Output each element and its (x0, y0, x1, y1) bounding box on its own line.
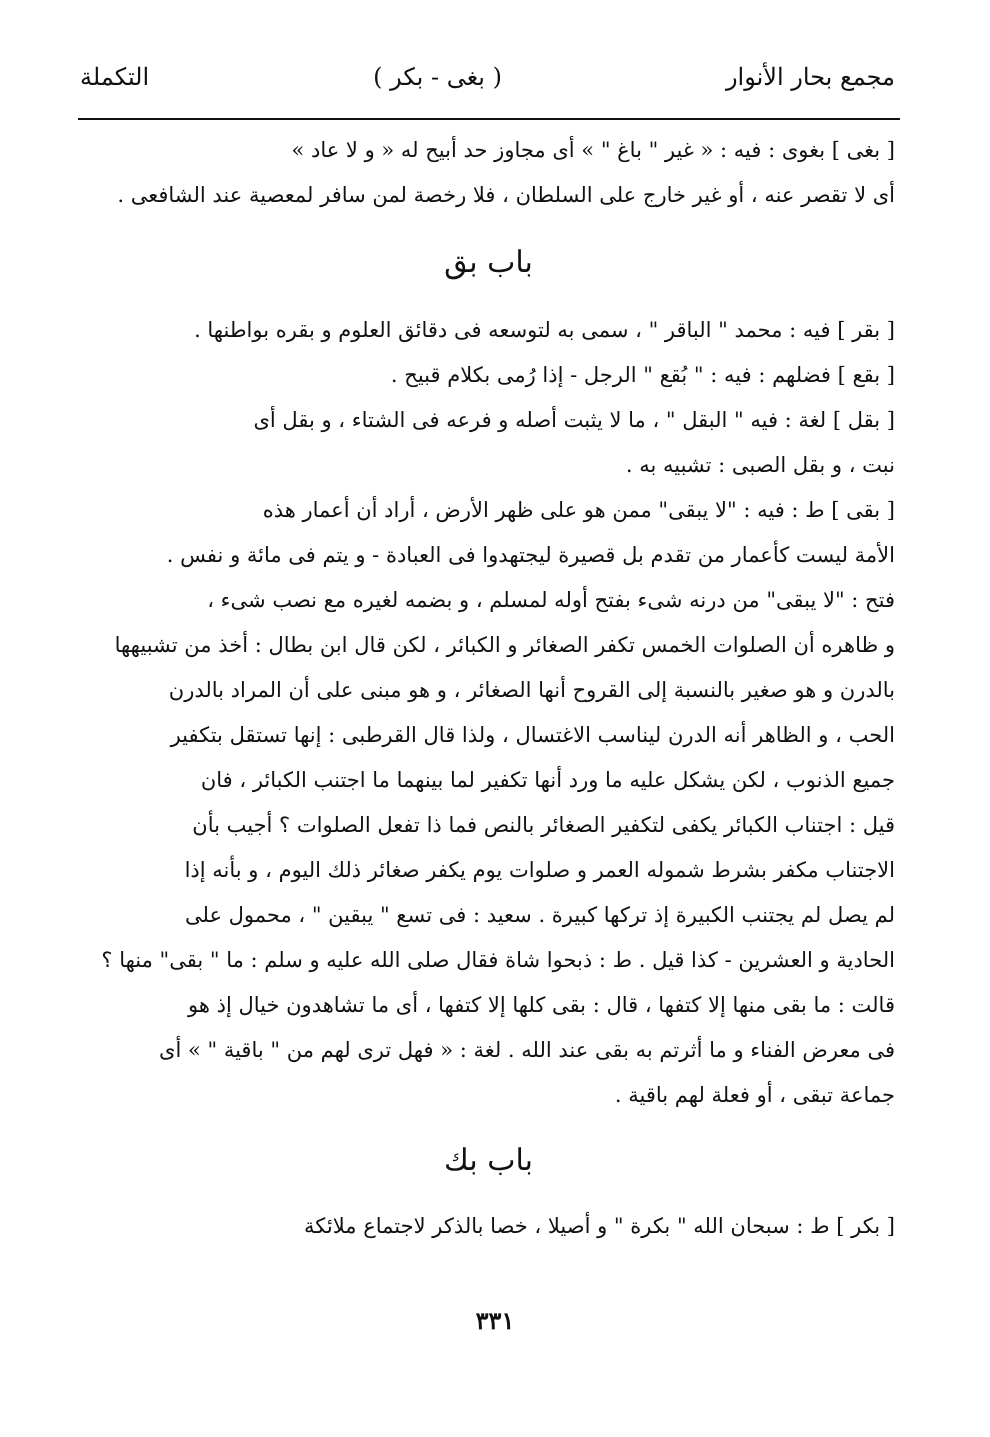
text-line: قيل : اجتناب الكبائر يكفى لتكفير الصغائر بالنص فما ذا تفعل الصلوات ؟ أجيب بأن (192, 813, 895, 837)
chapter-heading-baq: باب بق (444, 245, 533, 280)
text-line: بالدرن و هو صغير بالنسبة إلى القروح أنها الصغائر ، و هو مبنى على أن المراد بالدرن (168, 678, 895, 702)
text-line: الحب ، و الظاهر أنه الدرن ليناسب الاغتسال ، ولذا قال القرطبى : إنها تستقل بتكفير (170, 723, 895, 747)
text-line: قالت : ما بقى منها إلا كتفها ، قال : بقى كلها إلا كتفها ، أى ما تشاهدون خيال إذ هو (188, 993, 895, 1017)
header-rule (78, 118, 900, 120)
text-line: لم يصل لم يجتنب الكبيرة إذ تركها كبيرة . سعيد : فى تسع " يبقين " ، محمول على (184, 903, 895, 927)
text-line: [ بكر ] ط : سبحان الله " بكرة " و أصيلا ، خصا بالذكر لاجتماع ملائكة (304, 1214, 895, 1238)
text-line: و ظاهره أن الصلوات الخمس تكفر الصغائر و الكبائر ، لكن قال ابن بطال : أخذ من تشبيهها (114, 633, 895, 657)
text-line: [ بقل ] لغة : فيه " البقل " ، ما لا يثبت أصله و فرعه فى الشتاء ، و بقل أى (253, 408, 895, 432)
header-section-title: التكملة (80, 63, 150, 91)
page-number: ٣٣١ (475, 1306, 515, 1335)
text-line: فتح : "لا يبقى" من درنه شىء بفتح أوله لمسلم ، و بضمه لغيره مع نصب شىء ، (207, 588, 895, 612)
text-line: [ بقر ] فيه : محمد " الباقر " ، سمى به لتوسعه فى دقائق العلوم و بقره بواطنها . (194, 318, 895, 342)
text-line: [ بغى ] بغوى : فيه : « غير " باغ " » أى مجاوز حد أبيح له « و لا عاد » (291, 138, 895, 162)
text-line: الحادية و العشرين - كذا قيل . ط : ذبحوا شاة فقال صلى الله عليه و سلم : ما " بقى" منها ؟ (101, 948, 895, 972)
header-book-title: مجمع بحار الأنوار (725, 63, 895, 91)
text-line: فى معرض الفناء و ما أثرتم به بقى عند الله . لغة : « فهل ترى لهم من " باقية " » أى (159, 1038, 895, 1062)
header-entry-range: ( بغى - بكر ) (373, 63, 502, 91)
text-line: الأمة ليست كأعمار من تقدم بل قصيرة ليجتهدوا فى العبادة - و يتم فى مائة و نفس . (166, 543, 895, 567)
text-line: جماعة تبقى ، أو فعلة لهم باقية . (614, 1083, 895, 1107)
running-header (80, 52, 895, 102)
text-body (82, 128, 895, 1249)
text-line: نبت ، و بقل الصبى : تشبيه به . (625, 453, 895, 477)
text-line: أى لا تقصر عنه ، أو غير خارج على السلطان ، فلا رخصة لمن سافر لمعصية عند الشافعى . (117, 183, 895, 207)
text-line: جميع الذنوب ، لكن يشكل عليه ما ورد أنها تكفير لما بينهما ما اجتنب الكبائر ، فان (200, 768, 895, 792)
chapter-heading-bak: باب بك (444, 1143, 533, 1178)
text-line: [ بقى ] ط : فيه : "لا يبقى" ممن هو على ظهر الأرض ، أراد أن أعمار هذه (262, 498, 895, 522)
text-line: الاجتناب مكفر بشرط شموله العمر و صلوات يوم يكفر صغائر ذلك اليوم ، و بأنه إذا (184, 858, 895, 882)
text-line: [ بقع ] فضلهم : فيه : " بُقع " الرجل - إذا رُمى بكلام قبيح . (390, 363, 895, 387)
